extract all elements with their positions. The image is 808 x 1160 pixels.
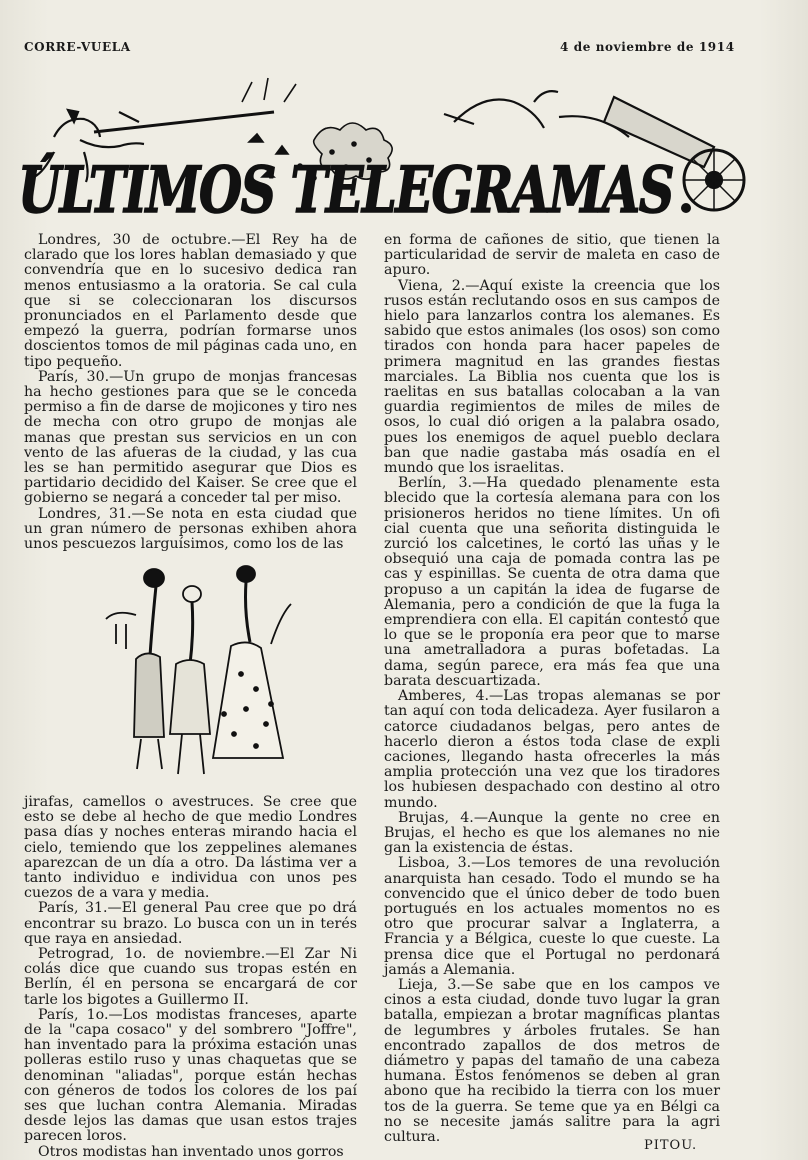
dispatch-modistas: Otros modistas han inventado unos gorros: [38, 1143, 344, 1160]
dispatch-lisboa: Lisboa, 3.—Los temores de una revolución anarquista han cesado. Todo el mundo se ha convencido que el único deber de todo buen portugués en los actuales momentos no es otro que procurar salvar a Inglaterra, a Francia y a Bélgica, cueste lo que cueste. La prensa dice que el Portugal no perdonará jamás a Alemania.: [384, 855, 720, 978]
dispatch-viena: Viena, 2.—Aquí existe la creencia que los rusos están reclutando osos en sus campos de hielo para lanzarlos contra los alemanes. Es sabido que estos animales (los osos) son como tirados con honda para hacer papeles de primera magnitud en las grandes fiestas marciales. La Biblia nos cuenta que los is raelitas en sus batallas colocaban a la van guardia regimientos de miles de miles de osos, lo cual dió origen a la palabra osado, pues los enemigos de aquel pueblo declara ban que nadie gastaba más osadía en el mundo que los israelitas.: [384, 277, 720, 477]
dispatch-lieja: Lieja, 3.—Se sabe que en los campos ve cinos a esta ciudad, donde tuvo lugar la gran batalla, empiezan a brotar magníficas plantas de legumbres y árboles frutales. Se han encontrado zapallos de dos metros de diámetro y papas del tamaño de una cabeza humana. Estos fenómenos se deben al gran abono que ha recibido la tierra con los muer tos de la guerra. Se teme que ya en Bélgi ca no se necesite jamás salitre para la agri cultura.: [384, 976, 720, 1145]
long-necks-cartoon: [96, 564, 301, 786]
dispatch-amberes: Amberes, 4.—Las tropas alemanas se por tan aquí con toda delicadeza. Ayer fusilaron a catorce ciudadanos belgas, pero antes de hacerlo dieron a éstos toda clase de expli caciones, llegando hasta ofrecerles la más amplia protección una vez que los tiradores los hubiesen despachado con destino al otro mundo.: [384, 688, 720, 811]
dispatch-berlin: Berlín, 3.—Ha quedado plenamente esta blecido que la cortesía alemana para con los prisioneros heridos no tiene límites. Un ofi cial cuenta que una señorita distinguida le zurció los calcetines, le cortó las uñas y le obsequió una caja de pomada contra las pe cas y espinillas. Se cuenta de otra dama que propuso a un capitán la idea de fugarse de Alemania, pero a condición de que la fuga la emprendiera con ella. El capitán contestó que lo que se le proponía era peor que to marse una ametralladora a puras bofetadas. La dama, según parece, era más fea que una barata descuartizada.: [384, 475, 720, 689]
dispatch-londres-31: Londres, 31.—Se nota en esta ciudad que un gran número de personas exhiben ahora unos pescuezos larguísimos, como los de las: [24, 505, 357, 553]
dispatch-paris-1: París, 1o.—Los modistas franceses, aparte de la "capa cosaco" y del sombrero "Joffre", han inventado para la próxima estación unas polleras estilo ruso y unas chaquetas que se denominan "aliadas", porque están hechas con géneros de todos los colores de los paí ses que luchan contra Alemania. Miradas desde lejos las damas que usan estos trajes parecen loros.: [24, 1006, 357, 1145]
column-left-top: [24, 233, 357, 552]
dispatch-petrograd: Petrograd, 1o. de noviembre.—El Zar Ni colás dice que cuando sus tropas estén en Berlín, él en persona se encargará de cor tarle los bigotes a Guillermo II.: [24, 946, 357, 1008]
title-banner-illustration: [14, 62, 794, 237]
column-right: [384, 233, 720, 1145]
publication-name: CORRE-VUELA: [24, 40, 131, 54]
dispatch-canones-cont: en forma de cañones de sitio, que tienen la particularidad de servir de maleta en caso de apuro.: [384, 232, 720, 279]
dispatch-paris-30: París, 30.—Un grupo de monjas francesas ha hecho gestiones para que se le conceda permiso a fin de darse de mojicones y tiro nes de mecha con otro grupo de monjas ale manas que prestan sus servicios en un con vento de las afueras de la ciudad, y las cua les se han permitido asegurar que Dios es partidario decidido del Kaiser. Se cree que el gobierno se negará a conceder tal per miso.: [24, 368, 357, 507]
issue-date: 4 de noviembre de 1914: [560, 40, 735, 54]
svg-text:ÚLTIMOS TELEGRAMAS: ÚLTIMOS TELEGRAMAS: [18, 153, 673, 228]
dispatch-londres-31-cont: jirafas, camellos o avestruces. Se cree que esto se debe al hecho de que medio Londres pasa días y noches enteras mirando hacia el cielo, temiendo que los zeppelines alemanes aparezcan de un día a otro. Da lástima ver a tanto individuo e individua con unos pes cuezos de a vara y media.: [24, 794, 357, 902]
column-left-bottom: [24, 795, 357, 1160]
dispatch-londres-30: Londres, 30 de octubre.—El Rey ha de clarado que los lores hablan demasiado y que convendría que en lo sucesivo dedica ran menos entusiasmo a la oratoria. Se cal cula que si se coleccionaran los discursos pronunciados en el Parlamento desde que empezó la guerra, podrían formarse unos doscientos tomos de mil páginas cada uno, en tipo pequeño.: [24, 232, 357, 370]
author-signature: PITOU.: [644, 1138, 698, 1153]
dispatch-paris-31: París, 31.—El general Pau cree que po drá encontrar su brazo. Lo busca con un in terés que raya en ansiedad.: [24, 900, 357, 947]
dispatch-brujas: Brujas, 4.—Aunque la gente no cree en Brujas, el hecho es que los alemanes no nie gan la existencia de éstas.: [384, 809, 720, 857]
